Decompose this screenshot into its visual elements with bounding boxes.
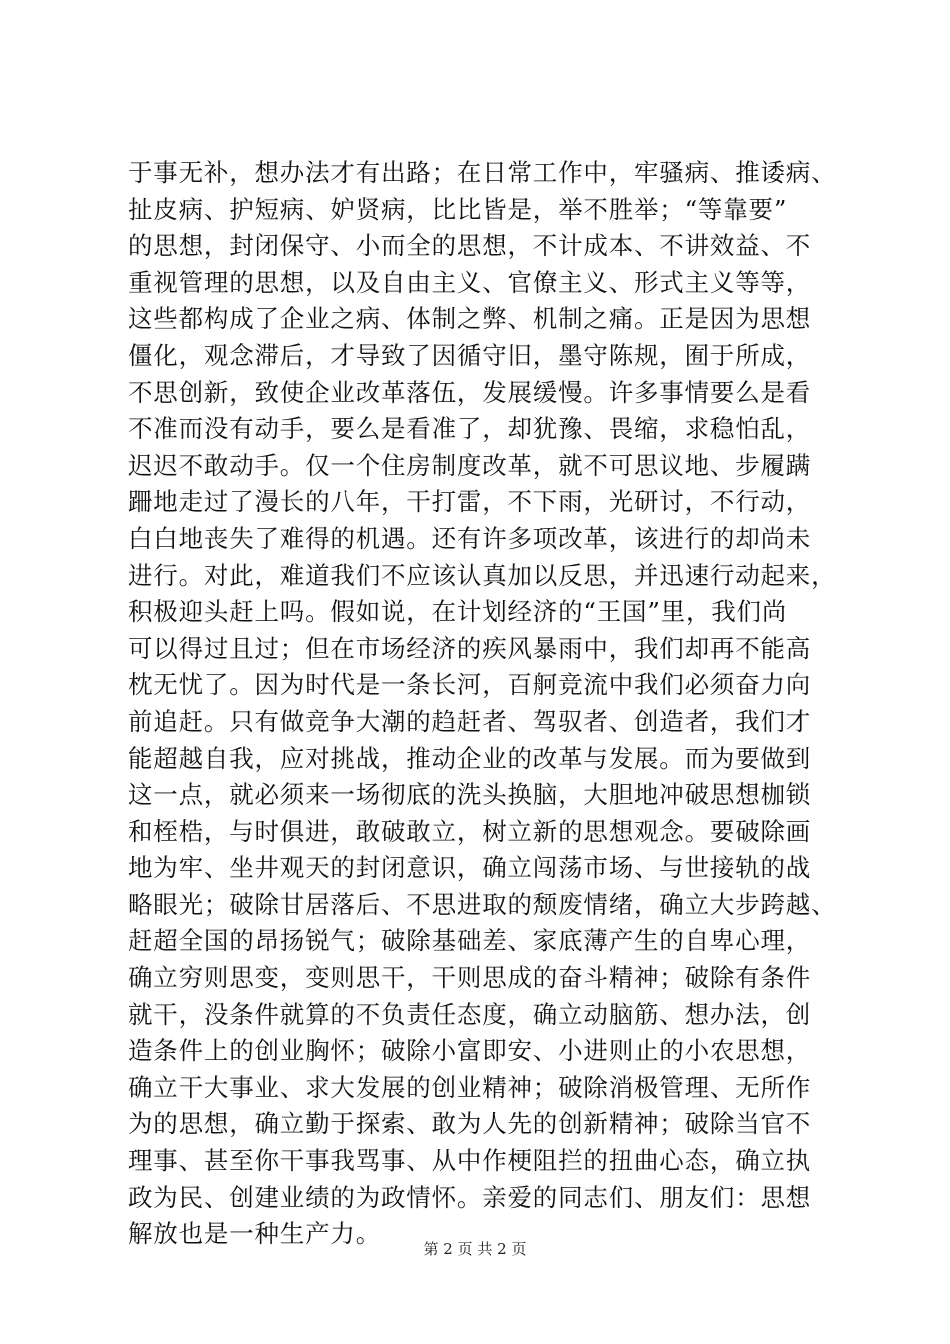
text-line: 解放也是一种生产力。: [128, 1219, 381, 1249]
text-line: 白白地丧失了难得的机遇。还有许多项改革，该进行的却尚未: [128, 523, 812, 553]
text-line: 枕无忧了。因为时代是一条长河，百舸竞流中我们必须奋力向: [128, 670, 812, 700]
text-line: 略眼光；破除甘居落后、不思进取的颓废情绪，确立大步跨越、: [128, 889, 837, 919]
page-number-footer: 第 2 页 共 2 页: [423, 1240, 527, 1258]
text-line: 为的思想，确立勤于探索、敢为人先的创新精神；破除当官不: [128, 1109, 812, 1139]
text-line: 和桎梏，与时俱进，敢破敢立，树立新的思想观念。要破除画: [128, 816, 812, 846]
text-line: 政为民、创建业绩的为政情怀。亲爱的同志们、朋友们：思想: [128, 1182, 812, 1212]
text-line: 理事、甚至你干事我骂事、从中作梗阻拦的扭曲心态，确立执: [128, 1146, 812, 1176]
text-line: 确立干大事业、求大发展的创业精神；破除消极管理、无所作: [128, 1072, 812, 1102]
text-line: 进行。对此，难道我们不应该认真加以反思，并迅速行动起来，: [128, 560, 837, 590]
text-line: 的思想，封闭保守、小而全的思想，不计成本、不讲效益、不: [128, 231, 812, 261]
text-line: 迟迟不敢动手。仅一个住房制度改革，就不可思议地、步履蹒: [128, 450, 812, 480]
text-line: 重视管理的思想，以及自由主义、官僚主义、形式主义等等，: [128, 267, 812, 297]
text-line: 僵化，观念滞后，才导致了因循守旧，墨守陈规，囿于所成，: [128, 340, 812, 370]
text-line: 不思创新，致使企业改革落伍，发展缓慢。许多事情要么是看: [128, 377, 812, 407]
text-line: 跚地走过了漫长的八年，干打雷，不下雨，光研讨，不行动，: [128, 487, 812, 517]
text-line: 这一点，就必须来一场彻底的洗头换脑，大胆地冲破思想枷锁: [128, 780, 812, 810]
text-line: 能超越自我，应对挑战，推动企业的改革与发展。而为要做到: [128, 743, 812, 773]
text-line: 确立穷则思变，变则思干，干则思成的奋斗精神；破除有条件: [128, 963, 812, 993]
body-text: [128, 155, 837, 1253]
text-line: 造条件上的创业胸怀；破除小富即安、小进则止的小农思想，: [128, 1036, 812, 1066]
text-line: 前追赶。只有做竞争大潮的趋赶者、驾驭者、创造者，我们才: [128, 706, 812, 736]
text-line: 积极迎头赶上吗。假如说，在计划经济的“王国”里，我们尚: [128, 597, 788, 627]
text-line: 于事无补，想办法才有出路；在日常工作中，牢骚病、推诿病、: [128, 158, 837, 187]
text-line: 扯皮病、护短病、妒贤病，比比皆是，举不胜举；“等靠要”: [128, 194, 788, 224]
text-line: 这些都构成了企业之病、体制之弊、机制之痛。正是因为思想: [128, 304, 812, 334]
text-line: 不准而没有动手，要么是看准了，却犹豫、畏缩，求稳怕乱，: [128, 414, 812, 444]
text-line: 赶超全国的昂扬锐气；破除基础差、家底薄产生的自卑心理，: [128, 926, 812, 956]
text-line: 就干，没条件就算的不负责任态度，确立动脑筋、想办法，创: [128, 999, 812, 1029]
text-line: 可以得过且过；但在市场经济的疾风暴雨中，我们却再不能高: [128, 633, 812, 663]
text-line: 地为牢、坐井观天的封闭意识，确立闯荡市场、与世接轨的战: [128, 853, 812, 883]
